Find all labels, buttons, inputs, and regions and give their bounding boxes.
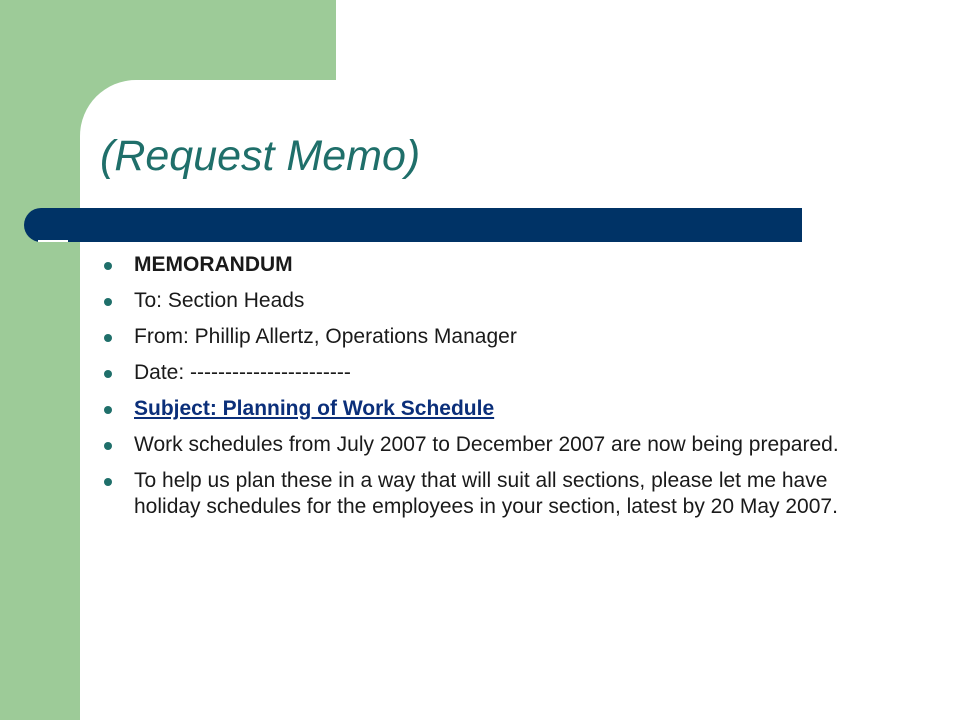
bullet-dot-icon xyxy=(104,442,112,450)
title-bar-notch xyxy=(38,240,68,242)
list-item-body-1 xyxy=(100,432,890,458)
bullet-dot-icon xyxy=(104,298,112,306)
bullet-dot-icon xyxy=(104,262,112,270)
subject-link[interactable]: Subject: Planning of Work Schedule xyxy=(134,397,495,420)
list-item-memorandum xyxy=(100,252,890,278)
list-item-body-2 xyxy=(100,468,890,520)
memo-to-line: To: Section Heads xyxy=(134,289,305,312)
slide-title: (Request Memo) xyxy=(100,132,421,180)
bullet-dot-icon xyxy=(104,406,112,414)
title-underline-bar xyxy=(24,208,802,242)
memo-heading: MEMORANDUM xyxy=(134,253,293,276)
list-item-to xyxy=(100,288,890,314)
bullet-dot-icon xyxy=(104,370,112,378)
memo-request-paragraph: To help us plan these in a way that will suit all sections, please let me have holiday schedules for the employees in your section, latest by 20 May 2007. xyxy=(134,469,838,518)
list-item-date xyxy=(100,360,890,386)
bullet-list xyxy=(100,252,890,530)
memo-body-paragraph: Work schedules from July 2007 to December 2007 are now being prepared. xyxy=(134,433,839,456)
memo-from-line: From: Phillip Allertz, Operations Manager xyxy=(134,325,517,348)
bullet-dot-icon xyxy=(104,478,112,486)
bullet-dot-icon xyxy=(104,334,112,342)
list-item-from xyxy=(100,324,890,350)
memo-date-line: Date: ----------------------- xyxy=(134,361,351,384)
list-item-subject xyxy=(100,396,890,422)
